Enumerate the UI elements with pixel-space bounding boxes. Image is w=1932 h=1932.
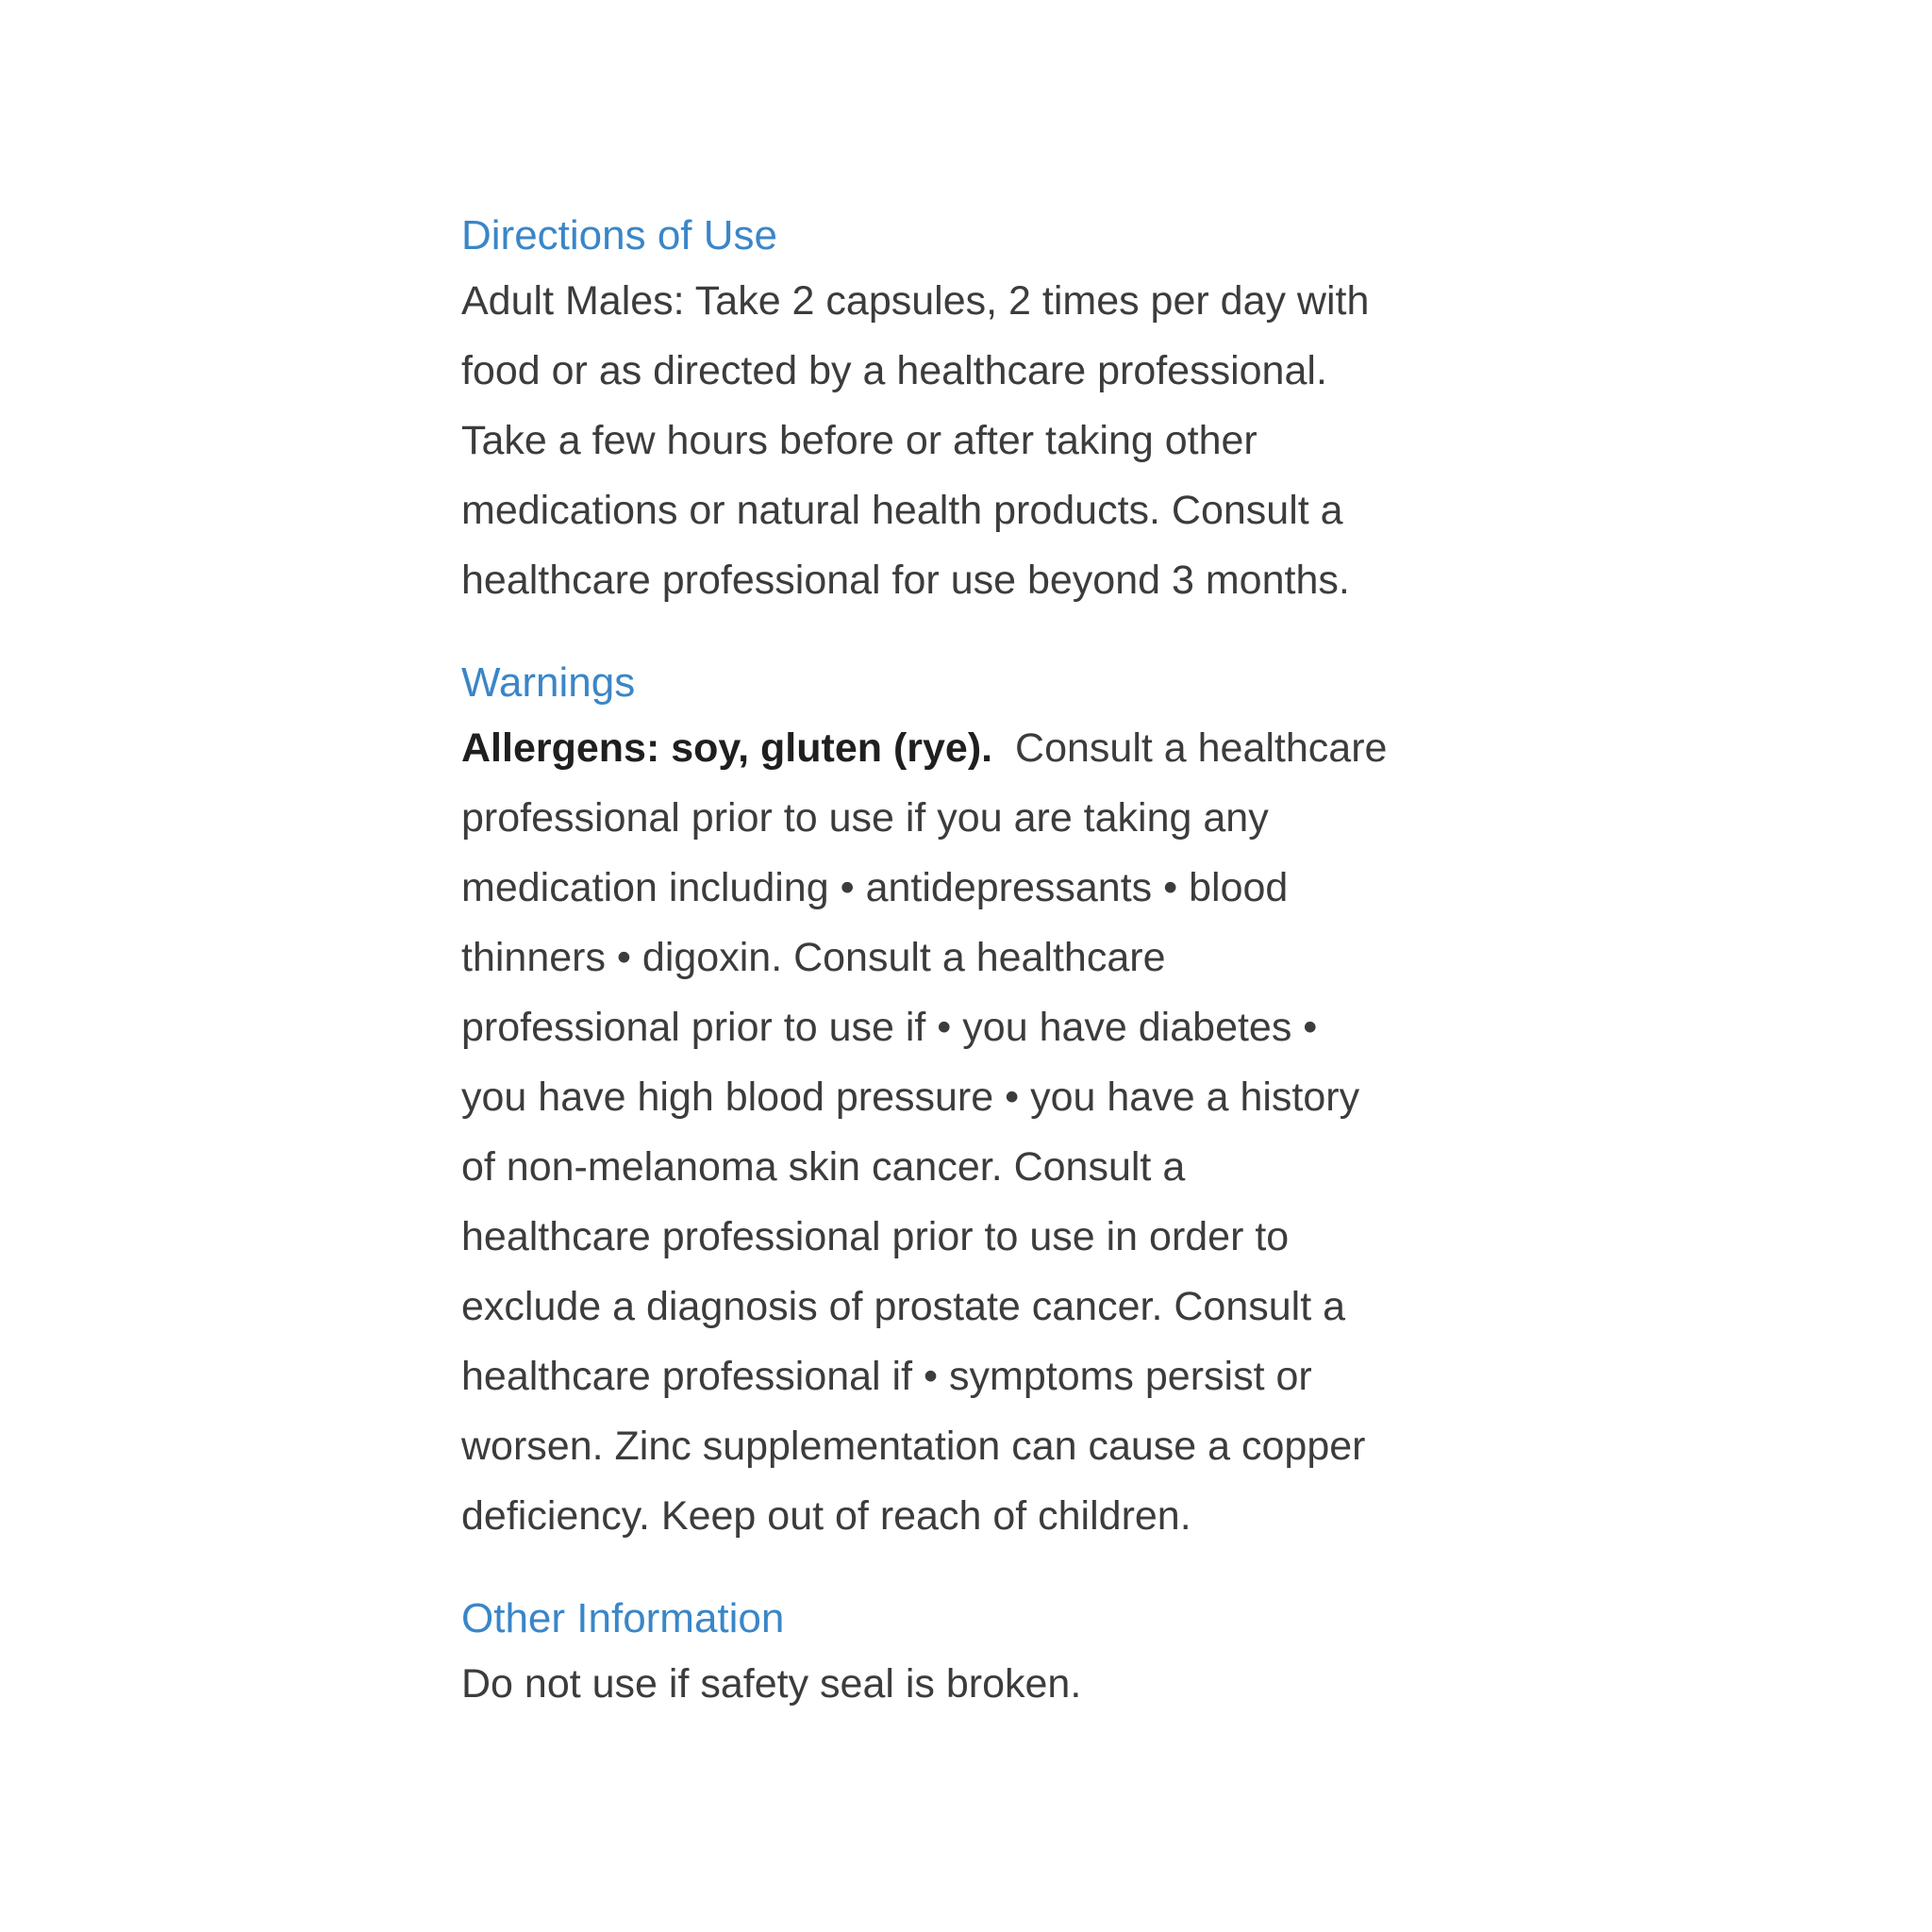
directions-section — [461, 206, 1518, 615]
other-information-section — [461, 1589, 1518, 1719]
warnings-section — [461, 653, 1518, 1551]
warnings-line: worsen. Zinc supplementation can cause a copper — [461, 1424, 1366, 1469]
directions-line: healthcare professional for use beyond 3 months. — [461, 558, 1350, 603]
directions-text — [461, 266, 1518, 615]
directions-line: food or as directed by a healthcare professional. — [461, 348, 1327, 393]
label-document — [461, 206, 1518, 1719]
warnings-line: medication including • antidepressants • blood — [461, 865, 1289, 910]
warnings-line: professional prior to use if • you have diabetes • — [461, 1005, 1318, 1050]
other-information-heading: Other Information — [461, 1595, 785, 1641]
other-information-text — [461, 1649, 1518, 1719]
warnings-line: professional prior to use if you are taking any — [461, 795, 1269, 841]
warnings-line: deficiency. Keep out of reach of children. — [461, 1493, 1191, 1539]
warnings-line: of non-melanoma skin cancer. Consult a — [461, 1144, 1186, 1190]
warnings-first-line — [461, 713, 1518, 783]
other-information-line: Do not use if safety seal is broken. — [461, 1661, 1082, 1707]
warnings-line: you have high blood pressure • you have a history — [461, 1074, 1360, 1120]
warnings-text — [461, 713, 1518, 1551]
warnings-line-rest: Consult a healthcare — [1015, 725, 1388, 771]
warnings-heading: Warnings — [461, 659, 636, 706]
directions-heading: Directions of Use — [461, 212, 778, 258]
warnings-line: thinners • digoxin. Consult a healthcare — [461, 935, 1166, 980]
directions-line: Adult Males: Take 2 capsules, 2 times per day with — [461, 278, 1370, 324]
allergens-statement: Allergens: soy, gluten (rye). — [461, 725, 993, 771]
warnings-line: healthcare professional prior to use in order to — [461, 1214, 1290, 1259]
directions-line: medications or natural health products. Consult a — [461, 488, 1343, 533]
warnings-line: exclude a diagnosis of prostate cancer. Consult a — [461, 1284, 1346, 1329]
directions-line: Take a few hours before or after taking other — [461, 418, 1257, 463]
warnings-line: healthcare professional if • symptoms persist or — [461, 1354, 1312, 1399]
